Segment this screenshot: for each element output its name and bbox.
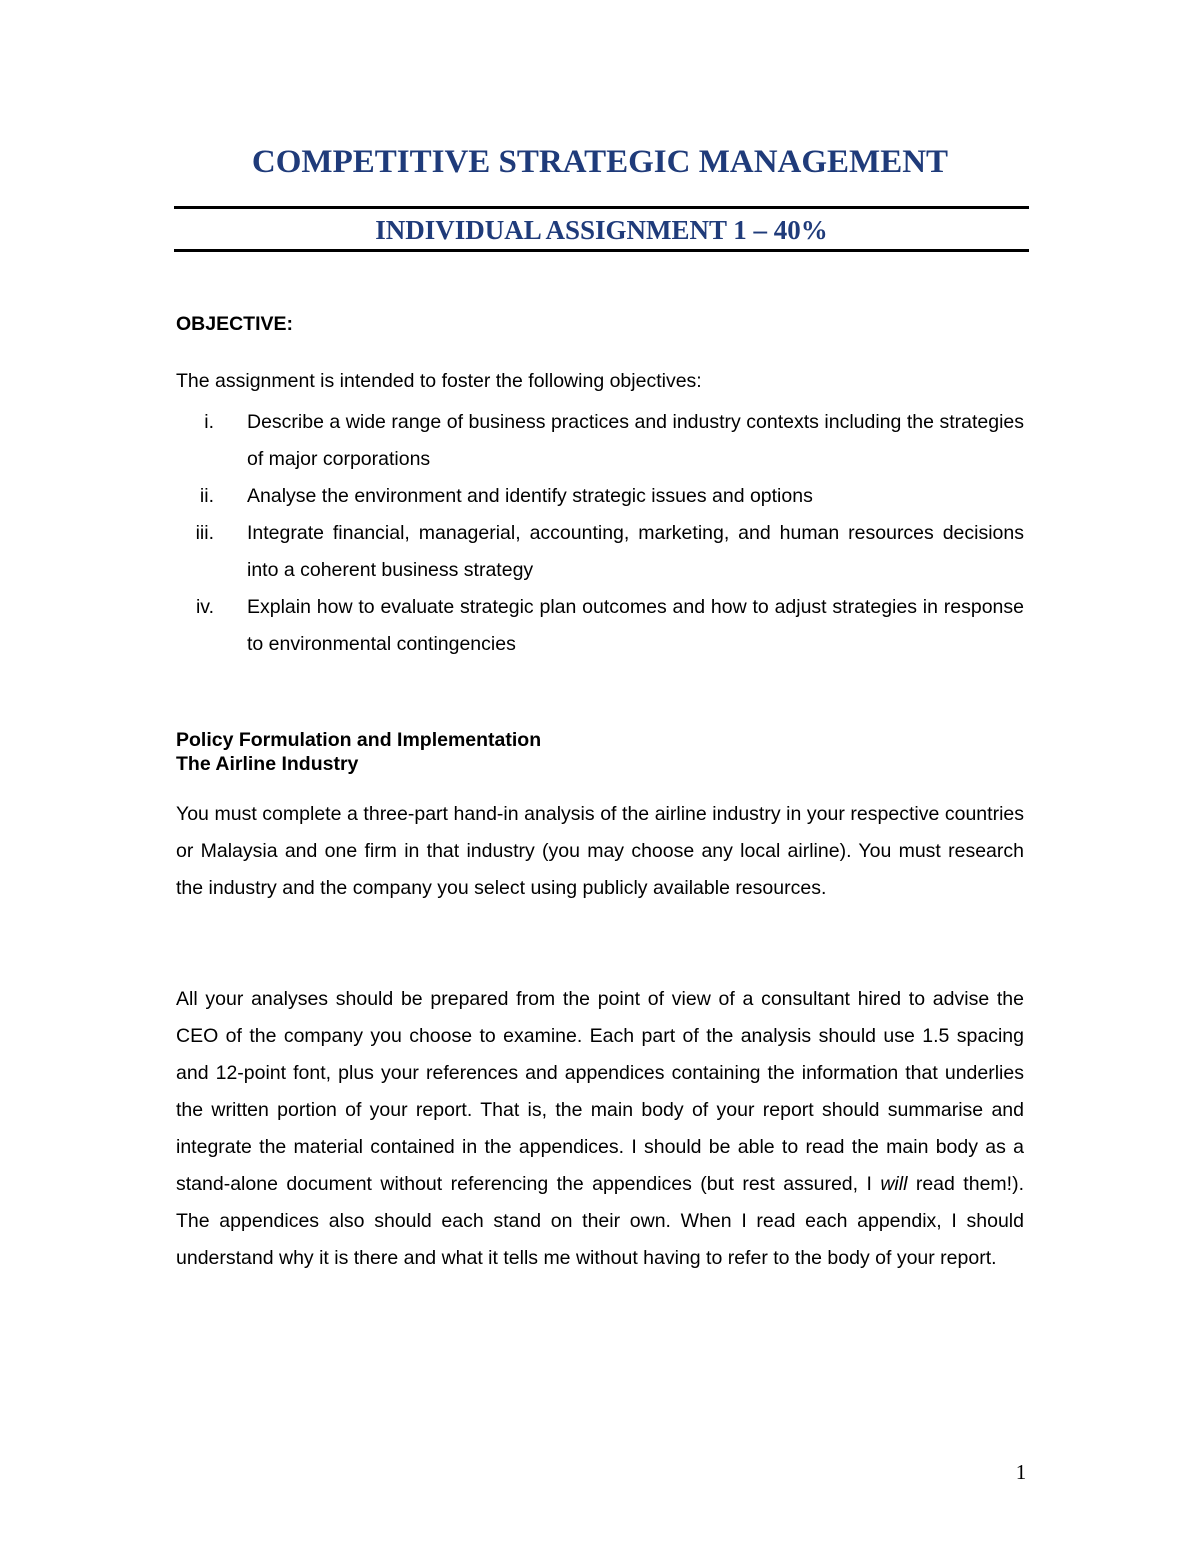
policy-subheading: The Airline Industry — [176, 753, 359, 775]
paragraph-2-text-start: All your analyses should be prepared from the point of view of a consultant hired to advise the CEO of the company you choose to examine. Each part of the analysis should use 1.5 spacing and 12-point font, plus your references and appendices containing the information that underlies the written portion of your report. That is, the main body of your report should summarise and integrate the material contained in the appendices. I should be able to read the main body as a stand-alone document without referencing the appendices (but rest assured, I — [176, 988, 1024, 1195]
objective-item — [176, 515, 1024, 589]
policy-paragraph-2 — [176, 981, 1024, 1277]
paragraph-2-emphasis: will — [880, 1173, 908, 1195]
objective-text: Analyse the environment and identify strategic issues and options — [247, 485, 813, 507]
title-rule-bottom — [174, 249, 1029, 252]
objective-intro: The assignment is intended to foster the following objectives: — [176, 370, 702, 392]
objective-list — [176, 404, 1024, 663]
objective-text: Explain how to evaluate strategic plan outcomes and how to adjust strategies in response to environmental contingencies — [247, 596, 1024, 655]
objective-numeral: iii. — [195, 522, 214, 544]
document-title: COMPETITIVE STRATEGIC MANAGEMENT — [251, 144, 949, 180]
objective-heading: OBJECTIVE: — [176, 313, 294, 335]
paragraph-2-text-end: read them!). The appendices also should each stand on their own. When I read each appendix, I should understand why it is there and what it tells me without having to refer to the body of your report. — [176, 1173, 1024, 1269]
objective-numeral: iv. — [195, 596, 214, 618]
objective-item — [176, 589, 1024, 663]
objective-numeral: i. — [204, 411, 214, 433]
page-number: 1 — [1015, 1460, 1027, 1484]
objective-numeral: ii. — [199, 485, 214, 507]
objective-item — [176, 404, 1024, 478]
policy-heading: Policy Formulation and Implementation — [176, 729, 542, 751]
assignment-subtitle: INDIVIDUAL ASSIGNMENT 1 – 40% — [375, 215, 828, 245]
objective-item — [176, 478, 1024, 515]
policy-paragraph-1: You must complete a three-part hand-in analysis of the airline industry in your respective countries or Malaysia and one firm in that industry (you may choose any local airline). You must research the industry and the company you select using publicly available resources. — [176, 803, 1024, 899]
objective-text: Integrate financial, managerial, accounting, marketing, and human resources decisions into a coherent business strategy — [247, 522, 1024, 581]
objective-text: Describe a wide range of business practices and industry contexts including the strategies of major corporations — [247, 411, 1024, 470]
title-rule-top — [174, 206, 1029, 209]
